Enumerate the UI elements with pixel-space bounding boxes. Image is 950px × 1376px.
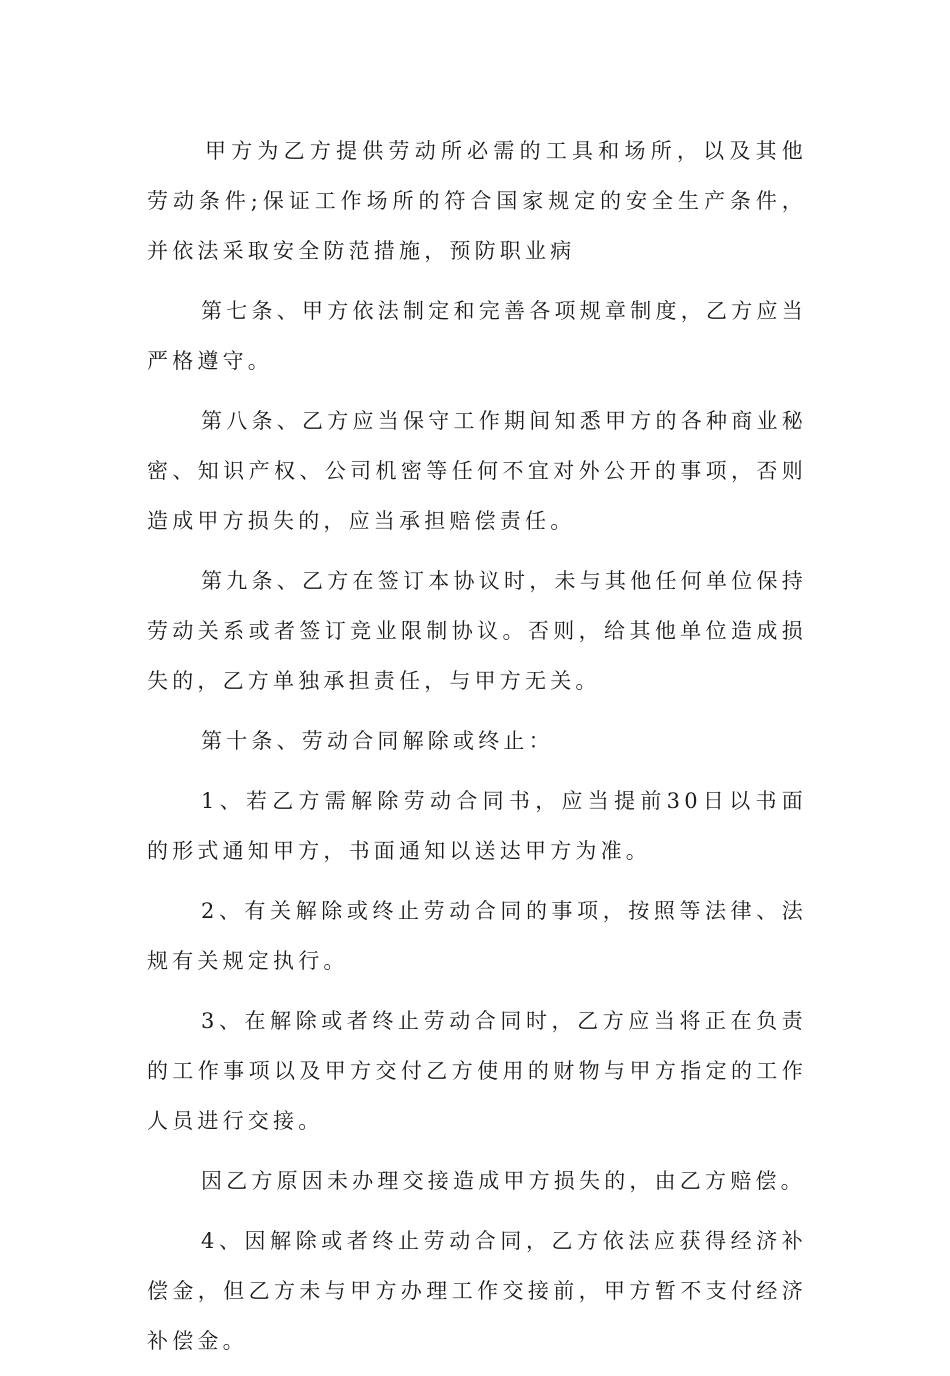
paragraph-clause-2: 2、有关解除或终止劳动合同的事项，按照等法律、法规有关规定执行。	[147, 899, 807, 973]
paragraph-tools-and-safety: 甲方为乙方提供劳动所必需的工具和场所，以及其他劳动条件;保证工作场所的符合国家规定的安全生产条件，并依法采取安全防范措施，预防职业病	[147, 139, 807, 263]
paragraph-clause-4: 4、因解除或者终止劳动合同，乙方依法应获得经济补偿金，但乙方未与甲方办理工作交接前，甲方暂不支付经济补偿金。	[147, 1229, 807, 1353]
paragraph-clause-3: 3、在解除或者终止劳动合同时，乙方应当将正在负责的工作事项以及甲方交付乙方使用的财物与甲方指定的工作人员进行交接。	[147, 1009, 807, 1133]
paragraph-article-7: 第七条、甲方依法制定和完善各项规章制度，乙方应当严格遵守。	[147, 299, 807, 373]
paragraph-article-10: 第十条、劳动合同解除或终止：	[201, 729, 554, 753]
paragraph-clause-1: 1、若乙方需解除劳动合同书，应当提前30日以书面的形式通知甲方，书面通知以送达甲方为准。	[147, 789, 807, 863]
document-page	[147, 126, 807, 1376]
paragraph-handover-compensation: 因乙方原因未办理交接造成甲方损失的，由乙方赔偿。	[201, 1169, 806, 1193]
paragraph-article-8: 第八条、乙方应当保守工作期间知悉甲方的各种商业秘密、知识产权、公司机密等任何不宜对外公开的事项，否则造成甲方损失的，应当承担赔偿责任。	[147, 409, 807, 533]
paragraph-article-9: 第九条、乙方在签订本协议时，未与其他任何单位保持劳动关系或者签订竞业限制协议。否则，给其他单位造成损失的，乙方单独承担责任，与甲方无关。	[147, 569, 807, 693]
